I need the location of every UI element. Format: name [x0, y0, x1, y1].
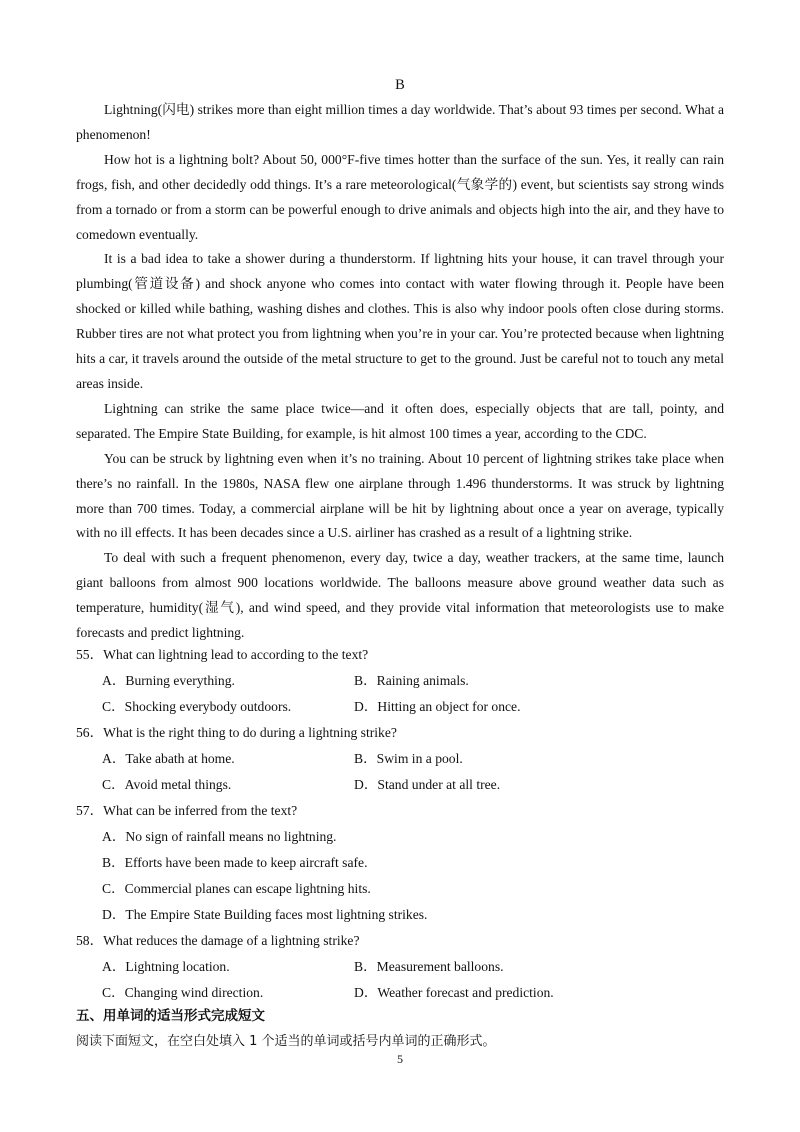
paragraph-2: How hot is a lightning bolt? About 50, 000°F-five times hotter than the surface of the sun. Yes, it really can rain frogs, fish, and other decidedly odd things. It’s a rare meteorological(气象学的) event, but scientists say strong winds from a tornado or from a storm can be powerful enough to drive animals and objects high into the air, and they have to comedown eventually. — [76, 151, 724, 242]
option-c: C．Avoid metal things. — [102, 777, 232, 792]
question-58 — [76, 928, 724, 1006]
option-b: B．Measurement balloons. — [354, 959, 504, 974]
reading-passage — [76, 98, 724, 646]
option-b: B．Efforts have been made to keep aircraft safe. — [102, 855, 368, 870]
paragraph-5: You can be struck by lightning even when it’s no training. About 10 percent of lightning strikes take place when there’s no rainfall. In the 1980s, NASA flew one airplane through 1.496 thunderstorms. It was struck by lightning more than 700 times. Today, a commercial airplane will be hit by lightning about once a year on average, typically with no ill effects. It has been decades since a U.S. airliner has crashed as a result of a lightning strike. — [76, 450, 724, 541]
paragraph-1: Lightning(闪电) strikes more than eight million times a day worldwide. That’s about 93 times per second. What a phenomenon! — [76, 102, 724, 142]
option-a: A．Burning everything. — [102, 673, 235, 688]
question-stem: 58．What reduces the damage of a lightning strike? — [76, 933, 360, 948]
option-a: A．Lightning location. — [102, 959, 230, 974]
page-number: 5 — [397, 1052, 403, 1066]
option-d: D．Hitting an object for once. — [354, 699, 521, 714]
section-title: 五、用单词的适当形式完成短文 — [76, 1008, 265, 1024]
question-56 — [76, 720, 724, 798]
option-a: A．No sign of rainfall means no lightning. — [102, 829, 337, 844]
option-d: D．Weather forecast and prediction. — [354, 985, 554, 1000]
option-d: D．Stand under at all tree. — [354, 777, 501, 792]
question-list — [76, 642, 724, 1006]
option-b: B．Raining animals. — [354, 673, 469, 688]
option-c: C．Changing wind direction. — [102, 985, 264, 1000]
section-letter: B — [395, 77, 405, 93]
option-c: C．Commercial planes can escape lightning hits. — [102, 881, 371, 896]
question-stem: 55．What can lightning lead to according to the text? — [76, 647, 369, 662]
paragraph-3: It is a bad idea to take a shower during a thunderstorm. If lightning hits your house, it can travel through your plumbing(管道设备) and shock anyone who comes into contact with water flowing through it. People have been shocked or killed while bathing, washing dishes and clothes. This is also why indoor pools often close during storms. Rubber tires are not what protect you from lightning when you’re in your car. You’re protected because when lightning hits a car, it travels around the outside of the metal structure to get to the ground. Just be careful not to touch any metal areas inside. — [76, 251, 724, 391]
section-instruction: 阅读下面短文，在空白处填入 1 个适当的单词或括号内单词的正确形式。 — [76, 1034, 496, 1049]
question-57 — [76, 798, 724, 928]
question-stem: 57．What can be inferred from the text? — [76, 803, 298, 818]
option-b: B．Swim in a pool. — [354, 751, 463, 766]
question-stem: 56．What is the right thing to do during a lightning strike? — [76, 725, 397, 740]
paragraph-4: Lightning can strike the same place twice—and it often does, especially objects that are tall, pointy, and separated. The Empire State Building, for example, is hit almost 100 times a year, according to the CDC. — [76, 400, 724, 441]
paragraph-6: To deal with such a frequent phenomenon, every day, twice a day, weather trackers, at the same time, launch giant balloons from almost 900 locations worldwide. The balloons measure above ground weather data such as temperature, humidity(湿气), and wind speed, and they provide vital information that meteorologists use to make forecasts and predict lightning. — [76, 550, 724, 641]
option-c: C．Shocking everybody outdoors. — [102, 699, 292, 714]
option-d: D．The Empire State Building faces most lightning strikes. — [102, 907, 428, 922]
option-a: A．Take abath at home. — [102, 751, 235, 766]
question-55 — [76, 642, 724, 720]
